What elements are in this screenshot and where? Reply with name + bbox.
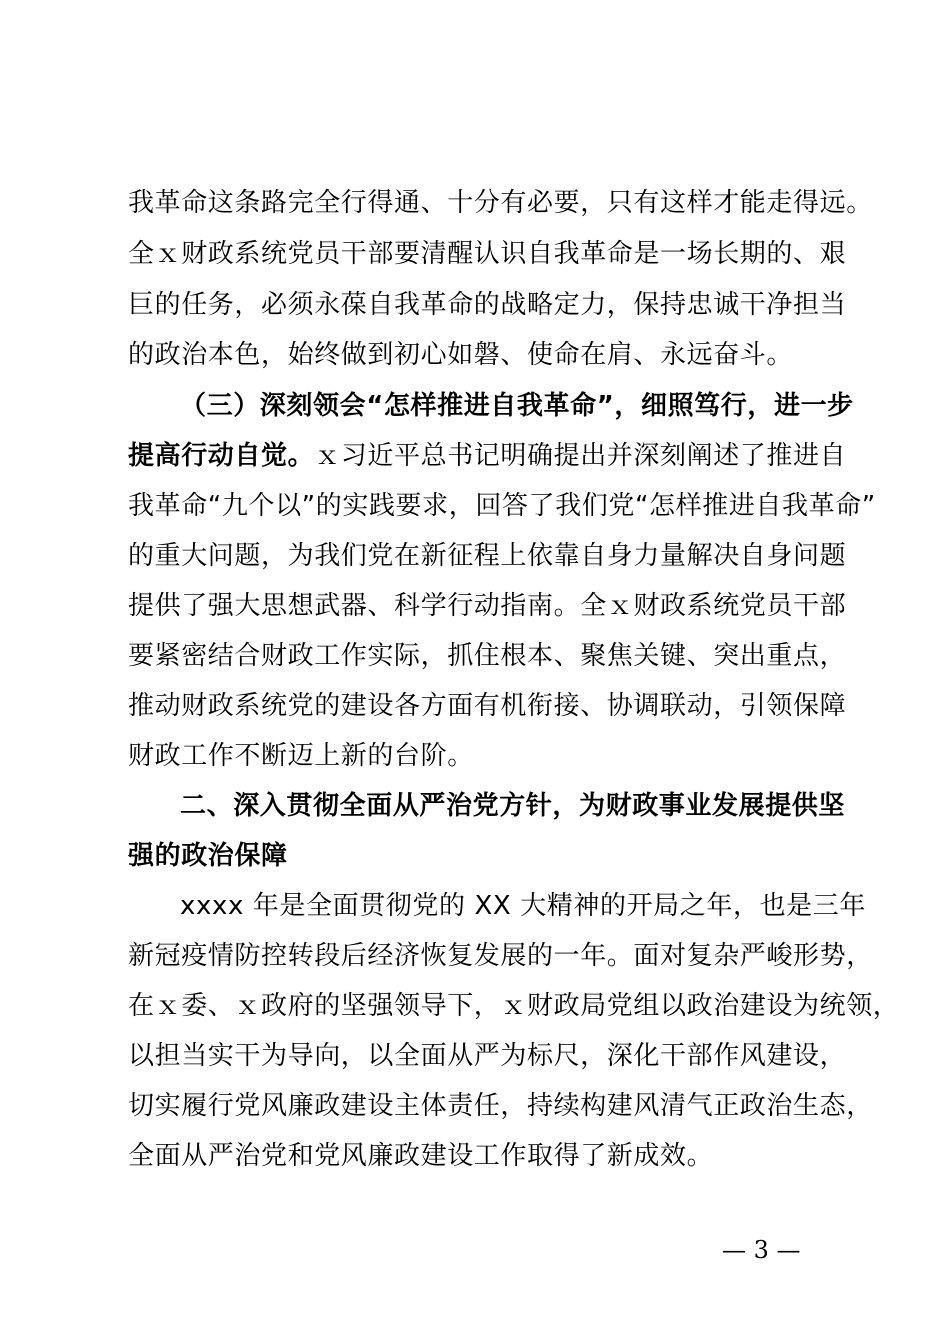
paragraph-line	[128, 436, 846, 476]
subsection-heading-line: （三）深刻领会“怎样推进自我革命”，细照笃行，进一步	[180, 391, 854, 421]
section-heading-line: 二、深入贯彻全面从严治党方针，为财政事业发展提供坚	[180, 791, 846, 821]
paragraph-line: 推动财政系统党的建设各方面有机衔接、协调联动，引领保障	[128, 691, 847, 721]
paragraph-line: xxxx 年是全面贯彻党的 XX 大精神的开局之年，也是三年	[180, 891, 866, 921]
paragraph-line: 以担当实干为导向，以全面从严为标尺，深化干部作风建设，	[128, 1041, 847, 1071]
paragraph-line: 全ｘ财政系统党员干部要清醒认识自我革命是一场长期的、艰	[128, 239, 847, 269]
page-number: — 3 —	[722, 1236, 801, 1264]
paragraph-line: 提供了强大思想武器、科学行动指南。全ｘ财政系统党员干部	[128, 591, 847, 621]
paragraph-line: 新冠疫情防控转段后经济恢复发展的一年。面对复杂严峻形势，	[128, 941, 873, 971]
paragraph-line: 我革命“九个以”的实践要求，回答了我们党“怎样推进自我革命”	[128, 491, 876, 521]
paragraph-text: ｘ习近平总书记明确提出并深刻阐述了推进自	[314, 441, 847, 471]
paragraph-line: 的重大问题，为我们党在新征程上依靠自身力量解决自身问题	[128, 541, 847, 571]
paragraph-line: 我革命这条路完全行得通、十分有必要，只有这样才能走得远。	[128, 188, 873, 218]
paragraph-line: 巨的任务，必须永葆自我革命的战略定力，保持忠诚干净担当	[128, 290, 847, 320]
paragraph-line: 的政治本色，始终做到初心如磐、使命在肩、永远奋斗。	[128, 340, 794, 370]
subsection-heading-tail: 提高行动自觉。	[128, 441, 315, 471]
paragraph-line: 要紧密结合财政工作实际，抓住根本、聚焦关键、突出重点，	[128, 641, 847, 671]
paragraph-line: 在ｘ委、ｘ政府的坚强领导下，ｘ财政局党组以政治建设为统领，	[128, 991, 900, 1021]
paragraph-line: 切实履行党风廉政建设主体责任，持续构建风清气正政治生态，	[128, 1091, 873, 1121]
paragraph-line: 财政工作不断迈上新的台阶。	[128, 741, 474, 771]
section-heading-line: 强的政治保障	[128, 841, 288, 871]
paragraph-line: 全面从严治党和党风廉政建设工作取得了新成效。	[128, 1141, 714, 1171]
